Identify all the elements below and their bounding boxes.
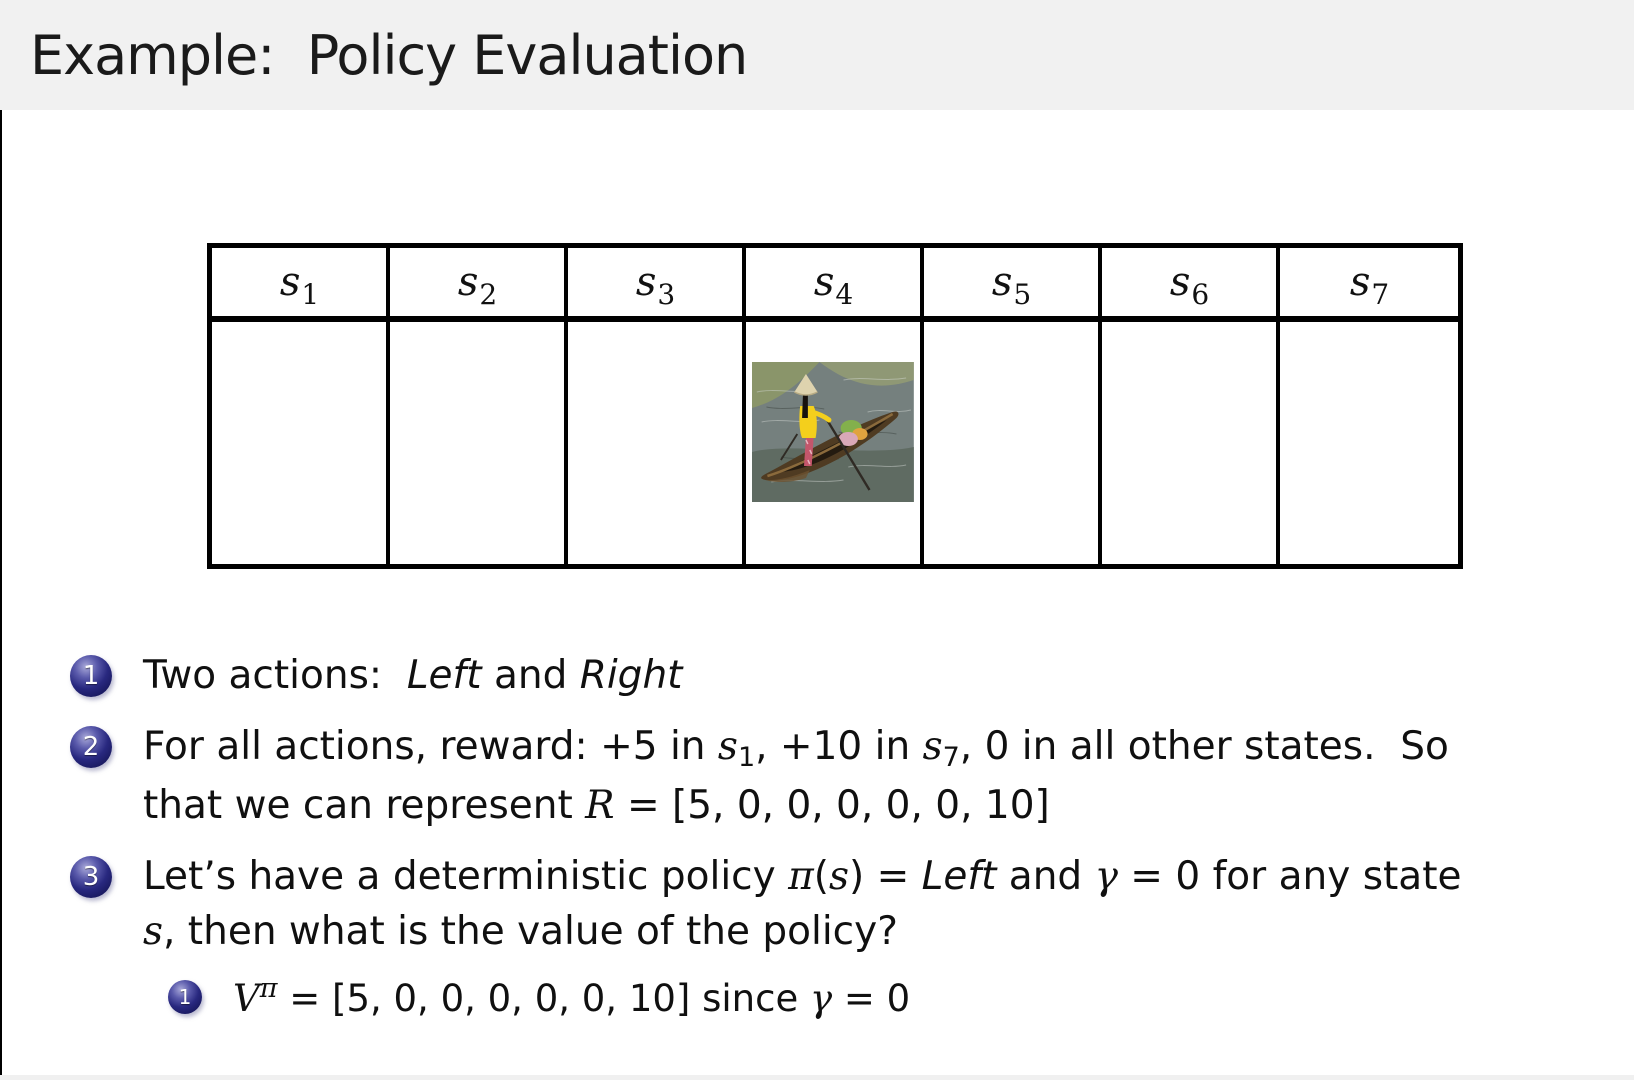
state-cell-s4 xyxy=(746,322,924,564)
bullet-number-badge: 2 xyxy=(70,726,112,768)
sub-bullet-item xyxy=(168,971,1610,1030)
state-cell-s6 xyxy=(1102,322,1280,564)
state-label: $s_4$ xyxy=(813,259,854,311)
bullet-list xyxy=(70,648,1610,1030)
state-table-body-row xyxy=(212,322,1458,564)
bullet-item-1 xyxy=(70,648,1610,703)
state-header-cell-s3 xyxy=(568,248,746,322)
boat-rower-photo xyxy=(752,362,914,502)
bullet-number-badge: 3 xyxy=(70,856,112,898)
slide-title-bar xyxy=(0,0,1634,110)
state-header-cell-s6 xyxy=(1102,248,1280,322)
bullet-text: $V^\pi = [5$, 0, 0, 0, 0, 0, 10] since γ = 0 xyxy=(233,973,911,1020)
state-header-cell-s4 xyxy=(746,248,924,322)
left-edge-line xyxy=(0,0,2,1080)
slide-title: Example: Policy Evaluation xyxy=(30,24,748,87)
bullet-item-3 xyxy=(70,849,1610,959)
bullet-text: Let’s have a deterministic policy π(s) = Left and γ = 0 for any state s, then what is the value of the policy? xyxy=(143,854,1462,954)
state-cell-s1 xyxy=(212,322,390,564)
state-label: $s_7$ xyxy=(1349,259,1390,311)
bullet-number-badge: 1 xyxy=(168,980,202,1014)
state-label: $s_6$ xyxy=(1169,259,1210,311)
state-cell-s5 xyxy=(924,322,1102,564)
state-header-cell-s7 xyxy=(1280,248,1458,322)
bullet-number-badge: 1 xyxy=(70,655,112,697)
bullet-item-2 xyxy=(70,719,1610,833)
state-header-cell-s5 xyxy=(924,248,1102,322)
state-label: $s_2$ xyxy=(457,259,498,311)
bullet-text: Two actions: Left and Right xyxy=(143,653,683,698)
state-label: $s_1$ xyxy=(279,259,320,311)
state-header-cell-s1 xyxy=(212,248,390,322)
state-table xyxy=(207,243,1463,569)
state-label: $s_5$ xyxy=(991,259,1032,311)
state-table-header-row xyxy=(212,248,1458,322)
state-cell-s3 xyxy=(568,322,746,564)
bullet-text: For all actions, reward: +5 in s1, +10 in s7, 0 in all other states. So that we can represent R = [5, 0, 0, 0, 0, 0, 10] xyxy=(143,724,1449,828)
state-cell-s2 xyxy=(390,322,568,564)
state-cell-s7 xyxy=(1280,322,1458,564)
boat-rower-illustration xyxy=(752,362,914,502)
footer-bar xyxy=(0,1075,1634,1080)
state-header-cell-s2 xyxy=(390,248,568,322)
state-label: $s_3$ xyxy=(635,259,676,311)
